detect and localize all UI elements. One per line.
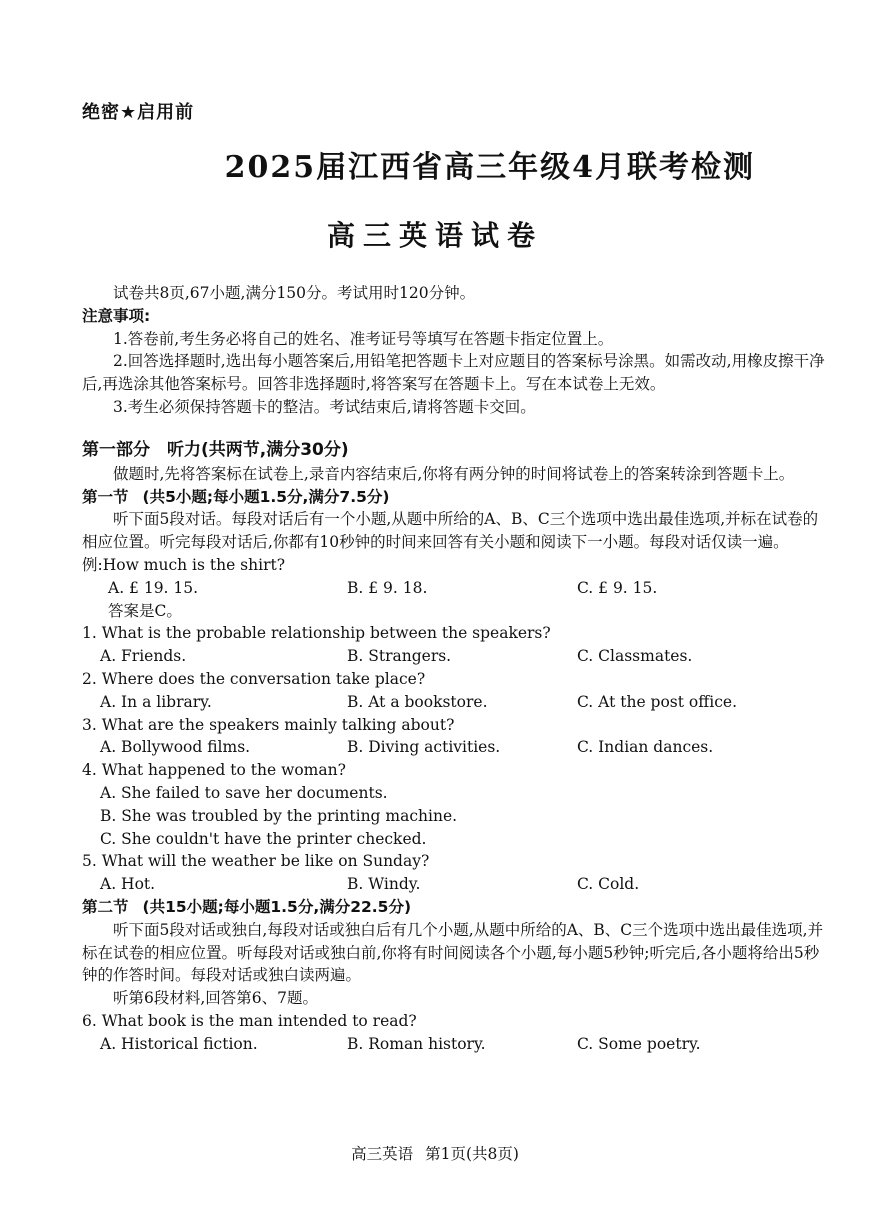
option-b: B. She was troubled by the printing machine.	[100, 806, 458, 825]
question: 4. What happened to the woman?	[82, 761, 346, 780]
option-c: C. Cold.	[577, 875, 640, 894]
option-c: C. At the post office.	[577, 692, 737, 711]
question: 3. What are the speakers mainly talking about?	[82, 715, 455, 734]
note-item: 2.回答选择题时,选出每小题答案后,用铅笔把答题卡上对应题目的答案标号涂黑。如需改动,用橡皮擦干净后,再选涂其他答案标号。回答非选择题时,将答案写在答题卡上。写在本试卷上无效。	[82, 352, 825, 394]
option-a: A. She failed to save her documents.	[100, 783, 388, 802]
question: 2. Where does the conversation take place?	[82, 669, 426, 688]
note-item: 3.考生必须保持答题卡的整洁。考试结束后,请将答题卡交回。	[113, 397, 536, 416]
question-options	[82, 736, 832, 759]
question-options	[82, 691, 832, 714]
option-b: B. At a bookstore.	[347, 692, 488, 711]
option-b: B. Windy.	[347, 875, 421, 894]
option-b: B. £ 9. 18.	[347, 578, 428, 597]
option-b: B. Roman history.	[347, 1034, 486, 1053]
question-options	[82, 645, 832, 668]
option-b: B. Diving activities.	[347, 738, 501, 757]
example-answer: 答案是C。	[108, 601, 182, 620]
footer-subject: 高三英语	[351, 1145, 414, 1163]
page-footer	[0, 1142, 870, 1164]
option-c: C. Indian dances.	[577, 738, 714, 757]
notes-heading: 注意事项:	[82, 306, 151, 325]
question: 6. What book is the man intended to read?	[82, 1011, 417, 1030]
option-b: B. Strangers.	[347, 647, 452, 666]
section-instructions: 听下面5段对话。每段对话后有一个小题,从题中所给的A、B、C三个选项中选出最佳选项,并标在试卷的相应位置。听完每段对话后,你都有10秒钟的时间来回答有关小题和阅读下一小题。每段对话仅读一遍。	[82, 510, 819, 552]
confidential-label: 绝密★启用前	[82, 102, 195, 123]
example-question: 例:How much is the shirt?	[82, 555, 286, 574]
option-c: C. Some poetry.	[577, 1034, 701, 1053]
question: 1. What is the probable relationship between the speakers?	[82, 624, 551, 643]
exam-content	[82, 282, 832, 1056]
section-title	[82, 486, 832, 509]
question: 5. What will the weather be like on Sunday?	[82, 852, 430, 871]
note-item: 1.答卷前,考生务必将自己的姓名、准考证号等填写在答题卡指定位置上。	[113, 329, 614, 348]
option-a: A. £ 19. 15.	[108, 578, 199, 597]
question-options	[82, 1033, 832, 1056]
option-a: A. In a library.	[100, 692, 212, 711]
section-meta: (共5小题;每小题1.5分,满分7.5分)	[142, 487, 390, 506]
part-instructions: 做题时,先将答案标在试卷上,录音内容结束后,你将有两分钟的时间将试卷上的答案转涂到答题卡上。	[113, 464, 795, 483]
section-title	[82, 896, 832, 919]
paper-title: 高三英语试卷	[326, 219, 543, 252]
option-a: A. Friends.	[100, 647, 187, 666]
footer-page-number: 第1页(共8页)	[425, 1145, 519, 1163]
example-options	[82, 577, 832, 600]
section-instructions: 听下面5段对话或独白,每段对话或独白后有几个小题,从题中所给的A、B、C三个选项中选出最佳选项,并标在试卷的相应位置。听每段对话或独白前,你将有时间阅读各个小题,每小题5秒钟;听完后,各小题将给出5秒钟的作答时间。每段对话或独白读两遍。	[82, 920, 824, 985]
option-a: A. Bollywood films.	[100, 738, 251, 757]
section-label: 第一节	[82, 487, 129, 506]
option-c: C. £ 9. 15.	[577, 578, 658, 597]
exam-summary: 试卷共8页,67小题,满分150分。考试用时120分钟。	[113, 284, 476, 302]
question-options	[82, 873, 832, 896]
option-a: A. Historical fiction.	[100, 1034, 258, 1053]
material-note: 听第6段材料,回答第6、7题。	[113, 989, 319, 1008]
option-c: C. Classmates.	[577, 647, 693, 666]
option-c: C. She couldn't have the printer checked.	[100, 829, 427, 848]
part-title: 第一部分 听力(共两节,满分30分)	[82, 439, 349, 460]
section-meta: (共15小题;每小题1.5分,满分22.5分)	[142, 897, 412, 916]
exam-title: 2025届江西省高三年级4月联考检测	[224, 150, 755, 185]
section-label: 第二节	[82, 897, 129, 916]
option-a: A. Hot.	[100, 875, 156, 894]
